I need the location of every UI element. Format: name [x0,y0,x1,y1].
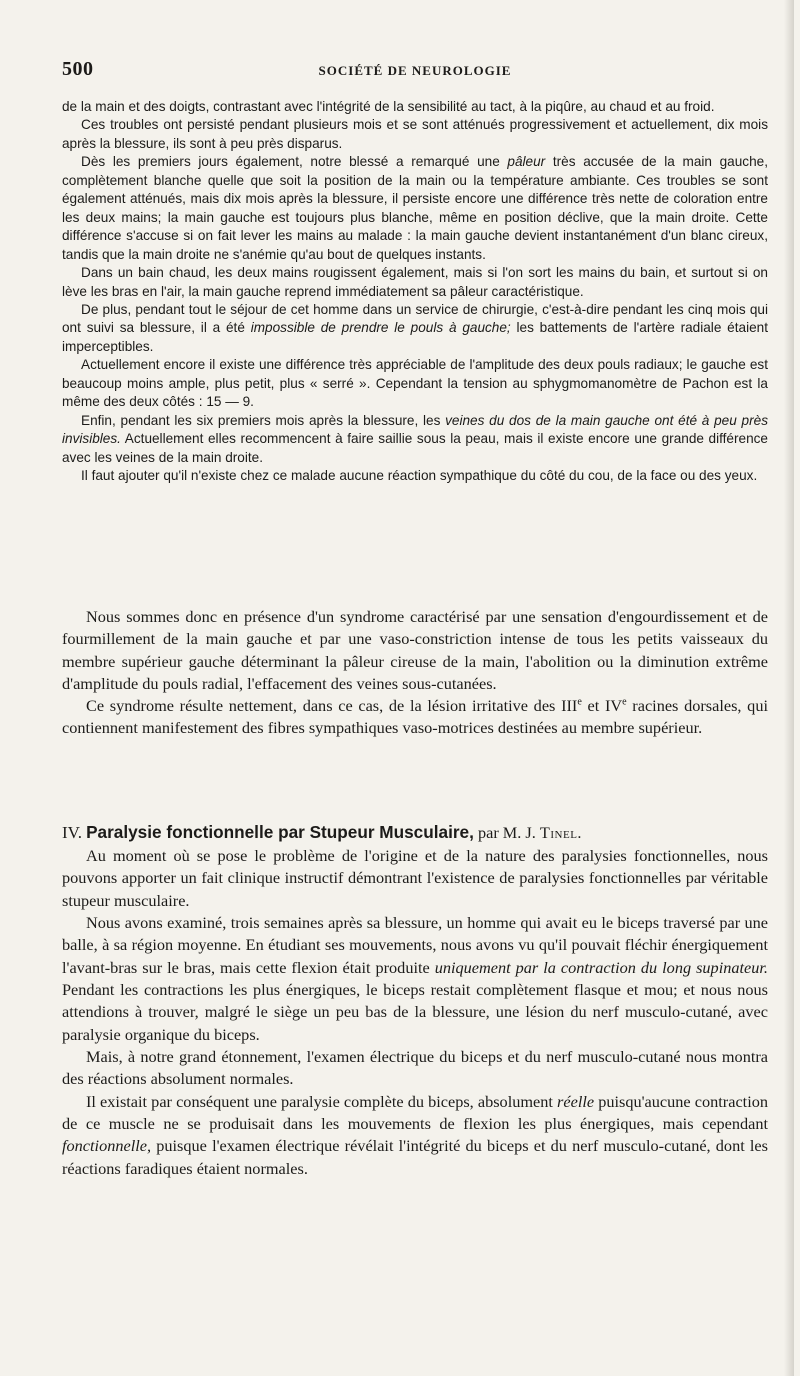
section-number: IV. [62,823,82,842]
section-paragraph-2 [62,912,768,1046]
italic-run: veines du dos de la main gauche ont été à peu près invisibles. [62,412,768,447]
text-run: De plus, pendant tout le séjour de cet homme dans un service de chirurgie, c'est-à-dire pendant les cinq mois qui ont suivi sa blessure, il a été [62,301,768,336]
italic-run: uniquement par la contraction du long supinateur. [434,957,768,977]
section-paragraph-1: Au moment où se pose le problème de l'origine et de la nature des paralysies fonctionnelles, nous pouvons apporter un fait clinique instructif démontrant l'existence de paralysies fonctionnelles par véritable stupeur musculaire. [62,846,768,910]
conclusion-paragraph-1: Nous sommes donc en présence d'un syndrome caractérisé par une sensation d'engourdissement et de fourmillement de la main gauche et par une vaso-constriction intense de tous les petits vaisseaux du membre supérieur gauche déterminant la pâleur cireuse de la main, l'abolition ou la diminution extrême d'amplitude du pouls radial, l'effacement des veines sous-cutanées. [62,607,768,693]
observation-paragraph-6: Actuellement encore il existe une différence très appréciable de l'amplitude des deux pouls radiaux; le gauche est beaucoup moins ample, plus petit, plus « serré ». Cependant la tension au sphygmomanomètre de Pachon est la même des deux côtés : 15 — 9. [62,357,768,410]
text-run: les battements de l'artère radiale étaient imperceptibles. [62,320,768,354]
observation-paragraph-1: de la main et des doigts, contrastant avec l'intégrité de la sensibilité au tact, à la piqûre, au chaud et au froid. [62,99,715,114]
section-author: Tinel. [539,823,582,842]
text-run: Enfin, pendant les six premiers mois après la blessure, les [81,412,446,428]
section-paragraph-4 [62,1091,768,1180]
text-run: Ce syndrome résulte nettement, dans ce cas, de la lésion irritative des III [86,696,578,716]
text-run: et IV [581,696,623,716]
text-run: Il existait par conséquent une paralysie complète du biceps, absolument [86,1091,558,1111]
section-title: Paralysie fonctionnelle par Stupeur Musculaire, [86,822,474,842]
superscript: e [577,696,582,708]
text-run: Dès les premiers jours également, notre blessé a remarqué une [81,154,508,170]
text-run: Pendant les contractions les plus énergiques, le biceps restait complètement flasque et mou; et nous nous attendions à trouver, malgré le siège un peu bas de la blessure, une lésion du nerf musculo-cutané, avec paralysie organique du biceps. [62,980,768,1044]
observation-small-print [62,98,768,486]
italic-run: réelle [557,1091,595,1111]
observation-paragraph-2: Ces troubles ont persisté pendant plusieurs mois et se sont atténués progressivement et actuellement, dix mois après la blessure, ils sont à peu près disparus. [62,117,768,151]
text-run: très accusée de la main gauche, complètement blanche quelle que soit la position de la main ou la température ambiante. Ces troubles se sont également atténués, mais dix mois après la blessure, il persiste encore une différence très nette de coloration entre les deux mains; la main gauche est toujours plus blanche, même en position déclive, que la main droite. Cette différence s'accuse si on fait lever les mains au malade : la main gauche devient instantanément d'un blanc cireux, tandis que la main droite ne s'anémie qu'au bout de quelques instants. [62,154,768,262]
observation-paragraph-7 [62,412,768,467]
conclusion-paragraph-2 [62,695,768,740]
text-run: puisqu'aucune contraction de ce muscle ne se produisait dans les mouvements de flexion les plus énergiques, mais cependant [62,1091,768,1134]
section-paragraph-3: Mais, à notre grand étonnement, l'examen électrique du biceps et du nerf musculo-cutané nous montra des réactions absolument normales. [62,1047,768,1089]
observation-paragraph-5 [62,301,768,356]
observation-paragraph-3 [62,153,768,264]
italic-run: fonctionnelle, [62,1136,152,1156]
page-header [60,58,770,82]
text-run: Actuellement elles recommencent à faire saillie sous la peau, mais il existe encore une grande différence avec les veines de la main droite. [62,431,768,465]
text-run: Nous avons examiné, trois semaines après sa blessure, un homme qui avait eu le biceps traversé par une balle, à sa région moyenne. En étudiant ses mouvements, nous avons vu qu'il pouvait fléchir énergiquement l'avant-bras sur le bras, mais cette flexion était produite [62,913,768,977]
section-body [62,845,768,1180]
italic-run: pâleur [507,154,546,170]
observation-paragraph-4: Dans un bain chaud, les deux mains rougissent également, mais si l'on sort les mains du bain, et surtout si on lève les bras en l'air, la main gauche reprend immédiatement sa pâleur caractéristique. [62,265,768,299]
italic-run: impossible de prendre le pouls à gauche; [250,320,511,336]
observation-paragraph-8: Il faut ajouter qu'il n'existe chez ce malade aucune réaction sympathique du côté du cou, de la face ou des yeux. [81,468,758,484]
page-gutter-shadow [784,0,794,1376]
section-heading [62,821,768,844]
section-by: par M. J. [477,823,536,842]
superscript: e [622,696,627,708]
text-run: puisque l'examen électrique révélait l'intégrité du biceps et du nerf musculo-cutané, dont les réactions faradiques étaient normales. [62,1136,768,1178]
page-number: 500 [62,58,94,80]
conclusion-block [62,606,768,740]
text-run: racines dorsales, qui contiennent manifestement des fibres sympathiques vaso-motrices destinées au membre supérieur. [62,696,768,738]
running-title: SOCIÉTÉ DE NEUROLOGIE [318,63,512,78]
